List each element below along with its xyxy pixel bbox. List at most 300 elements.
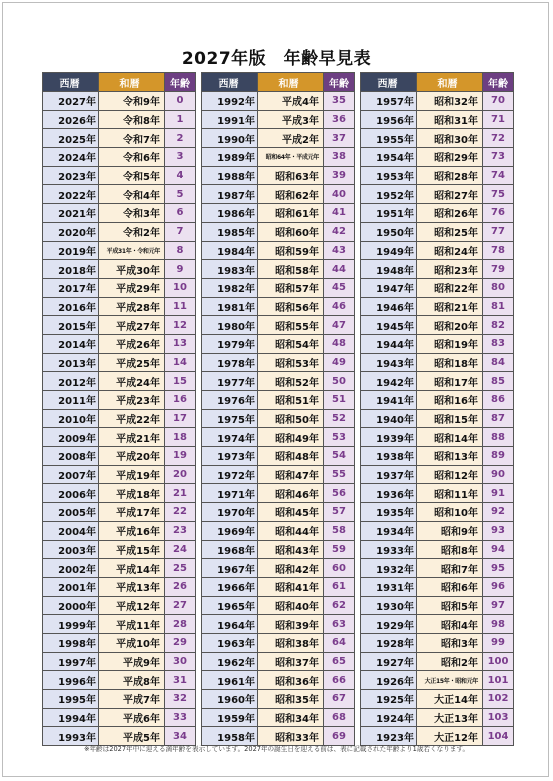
age-cell: 35 xyxy=(324,92,355,111)
table-row xyxy=(43,222,196,241)
footnote: ※年齢は2027年中に迎える満年齢を表示しています。2027年の誕生日を迎える前は、表に記載された年齢より1歳若くなります。 xyxy=(83,745,470,753)
wareki-cell: 平成7年 xyxy=(99,690,165,709)
age-cell: 28 xyxy=(165,615,196,634)
table-row xyxy=(202,633,355,652)
table-row xyxy=(361,185,514,204)
wareki-cell: 平成4年 xyxy=(258,92,324,111)
wareki-cell: 昭和53年 xyxy=(258,353,324,372)
wareki-cell: 令和8年 xyxy=(99,110,165,129)
table-row xyxy=(361,596,514,615)
seireki-cell: 1931年 xyxy=(361,577,417,596)
seireki-cell: 1925年 xyxy=(361,690,417,709)
wareki-cell: 昭和2年 xyxy=(417,652,483,671)
age-cell: 57 xyxy=(324,503,355,522)
table-row xyxy=(43,204,196,223)
wareki-cell: 昭和26年 xyxy=(417,204,483,223)
table-row xyxy=(202,391,355,410)
age-cell: 6 xyxy=(165,204,196,223)
table-row xyxy=(202,353,355,372)
age-cell: 90 xyxy=(483,465,514,484)
seireki-cell: 1982年 xyxy=(202,278,258,297)
table-row xyxy=(202,260,355,279)
age-cell: 51 xyxy=(324,391,355,410)
table-row xyxy=(43,559,196,578)
age-cell: 65 xyxy=(324,652,355,671)
wareki-cell: 昭和51年 xyxy=(258,391,324,410)
table-row xyxy=(202,129,355,148)
table-row xyxy=(43,671,196,690)
table-row xyxy=(43,428,196,447)
seireki-cell: 2008年 xyxy=(43,447,99,466)
age-cell: 5 xyxy=(165,185,196,204)
age-table-1 xyxy=(42,72,196,746)
wareki-cell: 昭和7年 xyxy=(417,559,483,578)
table-header-row xyxy=(361,73,514,92)
age-cell: 36 xyxy=(324,110,355,129)
wareki-cell: 昭和58年 xyxy=(258,260,324,279)
seireki-cell: 2012年 xyxy=(43,372,99,391)
table-row xyxy=(43,615,196,634)
age-table-3 xyxy=(360,72,514,746)
seireki-cell: 2002年 xyxy=(43,559,99,578)
table-row xyxy=(43,316,196,335)
seireki-cell: 1968年 xyxy=(202,540,258,559)
age-cell: 71 xyxy=(483,110,514,129)
table-row xyxy=(202,204,355,223)
age-cell: 88 xyxy=(483,428,514,447)
seireki-cell: 1956年 xyxy=(361,110,417,129)
wareki-cell: 昭和21年 xyxy=(417,297,483,316)
seireki-cell: 1946年 xyxy=(361,297,417,316)
page-title: 2027年版 年齢早見表 xyxy=(181,49,372,69)
age-cell: 41 xyxy=(324,204,355,223)
wareki-cell: 昭和5年 xyxy=(417,596,483,615)
table-row xyxy=(361,129,514,148)
table-row xyxy=(361,521,514,540)
wareki-cell: 令和3年 xyxy=(99,204,165,223)
table-row xyxy=(361,334,514,353)
age-header: 年齢 xyxy=(324,73,355,92)
wareki-cell: 昭和27年 xyxy=(417,185,483,204)
wareki-header: 和暦 xyxy=(258,73,324,92)
age-cell: 82 xyxy=(483,316,514,335)
wareki-cell: 昭和23年 xyxy=(417,260,483,279)
age-cell: 81 xyxy=(483,297,514,316)
seireki-cell: 1947年 xyxy=(361,278,417,297)
seireki-cell: 1933年 xyxy=(361,540,417,559)
age-cell: 92 xyxy=(483,503,514,522)
table-row xyxy=(202,540,355,559)
wareki-cell: 平成29年 xyxy=(99,278,165,297)
seireki-cell: 1937年 xyxy=(361,465,417,484)
table-row xyxy=(43,372,196,391)
table-row xyxy=(43,577,196,596)
age-cell: 8 xyxy=(165,241,196,260)
wareki-cell: 平成12年 xyxy=(99,596,165,615)
table-row xyxy=(43,409,196,428)
wareki-cell: 昭和14年 xyxy=(417,428,483,447)
wareki-cell: 昭和4年 xyxy=(417,615,483,634)
wareki-cell: 昭和46年 xyxy=(258,484,324,503)
seireki-cell: 1928年 xyxy=(361,633,417,652)
table-row xyxy=(43,633,196,652)
age-cell: 78 xyxy=(483,241,514,260)
age-cell: 50 xyxy=(324,372,355,391)
seireki-cell: 2019年 xyxy=(43,241,99,260)
age-cell: 89 xyxy=(483,447,514,466)
table-row xyxy=(361,708,514,727)
wareki-cell: 昭和20年 xyxy=(417,316,483,335)
wareki-cell: 平成11年 xyxy=(99,615,165,634)
age-cell: 7 xyxy=(165,222,196,241)
table-header-row xyxy=(43,73,196,92)
seireki-cell: 2013年 xyxy=(43,353,99,372)
wareki-cell: 昭和50年 xyxy=(258,409,324,428)
age-cell: 73 xyxy=(483,148,514,167)
table-row xyxy=(43,391,196,410)
wareki-cell: 昭和31年 xyxy=(417,110,483,129)
table-row xyxy=(361,92,514,111)
seireki-cell: 1940年 xyxy=(361,409,417,428)
age-cell: 83 xyxy=(483,334,514,353)
age-cell: 104 xyxy=(483,727,514,746)
seireki-cell: 1981年 xyxy=(202,297,258,316)
age-cell: 20 xyxy=(165,465,196,484)
table-row xyxy=(202,447,355,466)
table-row xyxy=(202,690,355,709)
age-cell: 37 xyxy=(324,129,355,148)
seireki-header: 西暦 xyxy=(43,73,99,92)
seireki-cell: 1975年 xyxy=(202,409,258,428)
table-row xyxy=(202,596,355,615)
wareki-cell: 平成31年・令和元年 xyxy=(99,241,165,260)
age-cell: 69 xyxy=(324,727,355,746)
wareki-cell: 昭和15年 xyxy=(417,409,483,428)
wareki-cell: 昭和32年 xyxy=(417,92,483,111)
wareki-cell: 昭和33年 xyxy=(258,727,324,746)
age-cell: 45 xyxy=(324,278,355,297)
table-row xyxy=(361,447,514,466)
wareki-cell: 令和5年 xyxy=(99,166,165,185)
table-row xyxy=(43,241,196,260)
wareki-cell: 昭和6年 xyxy=(417,577,483,596)
table-row xyxy=(361,540,514,559)
seireki-cell: 1938年 xyxy=(361,447,417,466)
wareki-cell: 昭和17年 xyxy=(417,372,483,391)
table-row xyxy=(202,409,355,428)
age-cell: 30 xyxy=(165,652,196,671)
seireki-cell: 1964年 xyxy=(202,615,258,634)
table-row xyxy=(43,353,196,372)
seireki-cell: 1979年 xyxy=(202,334,258,353)
wareki-cell: 昭和55年 xyxy=(258,316,324,335)
seireki-cell: 1996年 xyxy=(43,671,99,690)
table-row xyxy=(202,241,355,260)
age-cell: 3 xyxy=(165,148,196,167)
table-row xyxy=(202,278,355,297)
age-cell: 31 xyxy=(165,671,196,690)
age-cell: 2 xyxy=(165,129,196,148)
wareki-cell: 昭和37年 xyxy=(258,652,324,671)
wareki-cell: 昭和12年 xyxy=(417,465,483,484)
age-cell: 95 xyxy=(483,559,514,578)
wareki-cell: 昭和39年 xyxy=(258,615,324,634)
seireki-cell: 1927年 xyxy=(361,652,417,671)
seireki-cell: 1963年 xyxy=(202,633,258,652)
table-row xyxy=(202,316,355,335)
age-cell: 39 xyxy=(324,166,355,185)
table-row xyxy=(361,391,514,410)
table-row xyxy=(202,297,355,316)
table-row xyxy=(43,185,196,204)
table-row xyxy=(361,166,514,185)
seireki-cell: 1983年 xyxy=(202,260,258,279)
table-row xyxy=(361,110,514,129)
age-cell: 14 xyxy=(165,353,196,372)
table-row xyxy=(202,465,355,484)
wareki-cell: 平成17年 xyxy=(99,503,165,522)
table-row xyxy=(361,428,514,447)
table-row xyxy=(202,577,355,596)
wareki-cell: 平成5年 xyxy=(99,727,165,746)
wareki-cell: 昭和8年 xyxy=(417,540,483,559)
table-row xyxy=(361,690,514,709)
table-row xyxy=(43,484,196,503)
seireki-cell: 2024年 xyxy=(43,148,99,167)
seireki-cell: 1923年 xyxy=(361,727,417,746)
age-cell: 64 xyxy=(324,633,355,652)
table-row xyxy=(202,503,355,522)
seireki-cell: 2018年 xyxy=(43,260,99,279)
age-cell: 47 xyxy=(324,316,355,335)
age-cell: 91 xyxy=(483,484,514,503)
seireki-cell: 2023年 xyxy=(43,166,99,185)
seireki-cell: 1986年 xyxy=(202,204,258,223)
seireki-cell: 1932年 xyxy=(361,559,417,578)
wareki-cell: 大正12年 xyxy=(417,727,483,746)
wareki-cell: 昭和63年 xyxy=(258,166,324,185)
age-cell: 17 xyxy=(165,409,196,428)
wareki-cell: 昭和25年 xyxy=(417,222,483,241)
age-cell: 74 xyxy=(483,166,514,185)
table-row xyxy=(202,148,355,167)
seireki-cell: 1950年 xyxy=(361,222,417,241)
seireki-cell: 1971年 xyxy=(202,484,258,503)
wareki-cell: 昭和52年 xyxy=(258,372,324,391)
seireki-cell: 1976年 xyxy=(202,391,258,410)
age-cell: 49 xyxy=(324,353,355,372)
table-row xyxy=(43,652,196,671)
wareki-cell: 昭和41年 xyxy=(258,577,324,596)
wareki-cell: 昭和24年 xyxy=(417,241,483,260)
wareki-cell: 昭和42年 xyxy=(258,559,324,578)
age-cell: 60 xyxy=(324,559,355,578)
seireki-cell: 1924年 xyxy=(361,708,417,727)
wareki-cell: 平成2年 xyxy=(258,129,324,148)
wareki-cell: 昭和56年 xyxy=(258,297,324,316)
seireki-cell: 1960年 xyxy=(202,690,258,709)
table-row xyxy=(361,633,514,652)
age-cell: 48 xyxy=(324,334,355,353)
age-cell: 16 xyxy=(165,391,196,410)
age-cell: 58 xyxy=(324,521,355,540)
table-row xyxy=(43,260,196,279)
age-cell: 63 xyxy=(324,615,355,634)
wareki-cell: 令和2年 xyxy=(99,222,165,241)
seireki-cell: 1935年 xyxy=(361,503,417,522)
wareki-cell: 昭和34年 xyxy=(258,708,324,727)
wareki-cell: 昭和10年 xyxy=(417,503,483,522)
seireki-cell: 1995年 xyxy=(43,690,99,709)
table-row xyxy=(43,503,196,522)
seireki-cell: 1958年 xyxy=(202,727,258,746)
table-row xyxy=(361,353,514,372)
wareki-cell: 昭和48年 xyxy=(258,447,324,466)
wareki-cell: 昭和9年 xyxy=(417,521,483,540)
age-cell: 40 xyxy=(324,185,355,204)
seireki-cell: 1945年 xyxy=(361,316,417,335)
seireki-cell: 2027年 xyxy=(43,92,99,111)
table-row xyxy=(361,222,514,241)
age-cell: 75 xyxy=(483,185,514,204)
age-cell: 94 xyxy=(483,540,514,559)
seireki-cell: 2020年 xyxy=(43,222,99,241)
table-row xyxy=(202,166,355,185)
age-cell: 34 xyxy=(165,727,196,746)
wareki-cell: 昭和60年 xyxy=(258,222,324,241)
table-row xyxy=(202,559,355,578)
wareki-cell: 昭和62年 xyxy=(258,185,324,204)
age-cell: 25 xyxy=(165,559,196,578)
seireki-cell: 1944年 xyxy=(361,334,417,353)
wareki-cell: 昭和59年 xyxy=(258,241,324,260)
seireki-cell: 1988年 xyxy=(202,166,258,185)
age-cell: 85 xyxy=(483,372,514,391)
seireki-cell: 1962年 xyxy=(202,652,258,671)
seireki-cell: 1990年 xyxy=(202,129,258,148)
seireki-cell: 1949年 xyxy=(361,241,417,260)
seireki-cell: 1989年 xyxy=(202,148,258,167)
table-row xyxy=(43,148,196,167)
seireki-cell: 1980年 xyxy=(202,316,258,335)
wareki-cell: 昭和11年 xyxy=(417,484,483,503)
seireki-cell: 1998年 xyxy=(43,633,99,652)
seireki-cell: 1985年 xyxy=(202,222,258,241)
age-cell: 56 xyxy=(324,484,355,503)
seireki-cell: 1943年 xyxy=(361,353,417,372)
age-cell: 4 xyxy=(165,166,196,185)
seireki-cell: 2011年 xyxy=(43,391,99,410)
age-cell: 79 xyxy=(483,260,514,279)
age-cell: 67 xyxy=(324,690,355,709)
seireki-cell: 2022年 xyxy=(43,185,99,204)
table-row xyxy=(43,278,196,297)
seireki-cell: 1939年 xyxy=(361,428,417,447)
wareki-cell: 昭和19年 xyxy=(417,334,483,353)
seireki-cell: 1992年 xyxy=(202,92,258,111)
age-cell: 52 xyxy=(324,409,355,428)
age-cell: 46 xyxy=(324,297,355,316)
seireki-cell: 2016年 xyxy=(43,297,99,316)
seireki-cell: 2003年 xyxy=(43,540,99,559)
age-cell: 68 xyxy=(324,708,355,727)
wareki-cell: 昭和13年 xyxy=(417,447,483,466)
age-cell: 98 xyxy=(483,615,514,634)
age-cell: 10 xyxy=(165,278,196,297)
wareki-cell: 平成21年 xyxy=(99,428,165,447)
wareki-cell: 昭和29年 xyxy=(417,148,483,167)
wareki-cell: 平成14年 xyxy=(99,559,165,578)
wareki-cell: 昭和57年 xyxy=(258,278,324,297)
seireki-cell: 1965年 xyxy=(202,596,258,615)
wareki-cell: 平成18年 xyxy=(99,484,165,503)
seireki-cell: 1987年 xyxy=(202,185,258,204)
seireki-cell: 1952年 xyxy=(361,185,417,204)
age-table-2 xyxy=(201,72,355,746)
seireki-cell: 1953年 xyxy=(361,166,417,185)
age-cell: 15 xyxy=(165,372,196,391)
wareki-cell: 平成30年 xyxy=(99,260,165,279)
age-cell: 44 xyxy=(324,260,355,279)
age-cell: 9 xyxy=(165,260,196,279)
seireki-cell: 2010年 xyxy=(43,409,99,428)
table-row xyxy=(202,92,355,111)
seireki-cell: 1942年 xyxy=(361,372,417,391)
wareki-cell: 昭和36年 xyxy=(258,671,324,690)
table-row xyxy=(43,540,196,559)
table-row xyxy=(361,316,514,335)
seireki-cell: 2025年 xyxy=(43,129,99,148)
table-row xyxy=(361,278,514,297)
table-row xyxy=(43,166,196,185)
wareki-cell: 平成27年 xyxy=(99,316,165,335)
age-cell: 13 xyxy=(165,334,196,353)
wareki-cell: 令和9年 xyxy=(99,92,165,111)
table-row xyxy=(202,110,355,129)
age-cell: 24 xyxy=(165,540,196,559)
table-row xyxy=(361,484,514,503)
wareki-cell: 平成6年 xyxy=(99,708,165,727)
age-cell: 32 xyxy=(165,690,196,709)
age-cell: 86 xyxy=(483,391,514,410)
age-cell: 93 xyxy=(483,521,514,540)
table-row xyxy=(43,690,196,709)
seireki-cell: 1941年 xyxy=(361,391,417,410)
age-cell: 76 xyxy=(483,204,514,223)
table-row xyxy=(43,447,196,466)
wareki-cell: 昭和3年 xyxy=(417,633,483,652)
age-cell: 12 xyxy=(165,316,196,335)
seireki-cell: 1954年 xyxy=(361,148,417,167)
wareki-header: 和暦 xyxy=(99,73,165,92)
wareki-cell: 平成20年 xyxy=(99,447,165,466)
age-header: 年齢 xyxy=(483,73,514,92)
table-row xyxy=(202,652,355,671)
table-row xyxy=(361,297,514,316)
seireki-cell: 1993年 xyxy=(43,727,99,746)
table-row xyxy=(43,521,196,540)
wareki-cell: 平成3年 xyxy=(258,110,324,129)
wareki-cell: 平成26年 xyxy=(99,334,165,353)
age-cell: 102 xyxy=(483,690,514,709)
seireki-cell: 1997年 xyxy=(43,652,99,671)
table-row xyxy=(361,559,514,578)
seireki-cell: 2006年 xyxy=(43,484,99,503)
age-cell: 11 xyxy=(165,297,196,316)
age-cell: 54 xyxy=(324,447,355,466)
table-row xyxy=(361,671,514,690)
age-cell: 33 xyxy=(165,708,196,727)
